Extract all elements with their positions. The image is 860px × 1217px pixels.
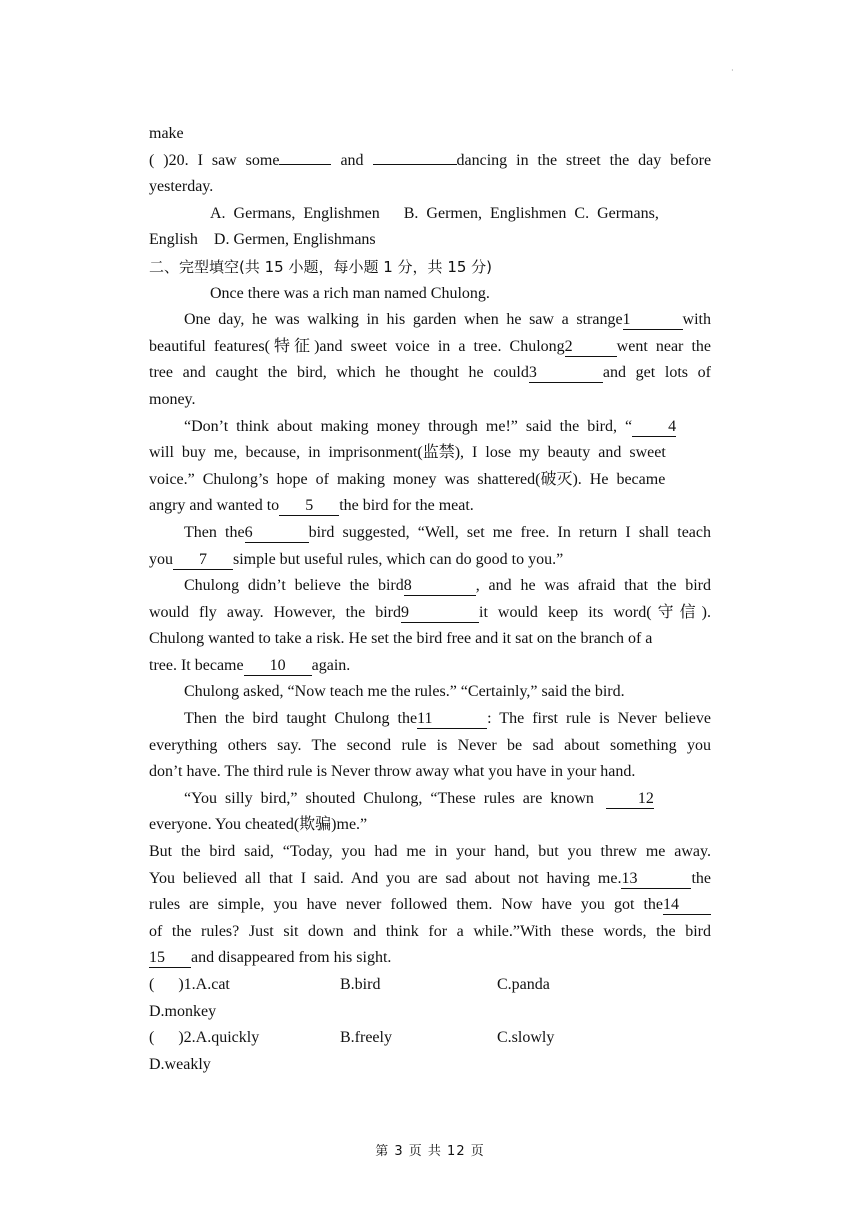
passage-text: the	[691, 869, 711, 887]
passage-line	[149, 945, 711, 972]
blank-6: 6	[245, 524, 309, 543]
text-line: make	[149, 125, 184, 142]
passage-text: it would keep its word(守信).	[479, 603, 711, 621]
blank-5: 5	[279, 497, 339, 516]
passage-text: : The first rule is Never believe	[487, 710, 711, 728]
question-20-tail: dancing in the street the day before	[456, 151, 711, 169]
question-number: ( )1.A.cat	[149, 976, 230, 993]
passage-line	[149, 520, 711, 547]
option-b: B.freely	[340, 1029, 392, 1047]
conjunction: and	[340, 151, 364, 169]
question-number: ( )2.A.quickly	[149, 1029, 260, 1047]
passage-line: money.	[149, 390, 196, 408]
passage-line: everything others say. The second rule is Never be sad about something you	[149, 736, 711, 754]
passage-line	[149, 493, 711, 520]
passage-line	[149, 334, 711, 361]
passage-line	[149, 360, 711, 387]
passage-text: and get lots of	[602, 364, 711, 382]
passage-text: beautiful features(特征)and sweet voice in a tree. Chulong	[149, 337, 565, 355]
passage-text: rules are simple, you have never followed them. Now have you got the	[149, 896, 663, 914]
passage-text: “Don’t think about making money through me!” said the bird, “	[184, 417, 633, 435]
question-20-options: A. Germans, Englishmen B. Germen, Englishmen C. Germans,	[210, 204, 659, 222]
blank-1: 1	[623, 311, 683, 330]
passage-text: simple but useful rules, which can do good to you.”	[233, 550, 564, 568]
passage-text: would fly away. However, the bird	[149, 603, 401, 621]
blank-8: 8	[404, 577, 476, 596]
option-d: D.monkey	[149, 1002, 217, 1020]
passage-line	[149, 653, 711, 680]
question-1	[149, 972, 711, 999]
document-body	[149, 121, 711, 1078]
passage-line	[149, 866, 711, 893]
passage-line: of the rules? Just sit down and think for a while.”With these words, the bird	[149, 922, 711, 940]
passage-line	[149, 706, 711, 733]
passage-line	[149, 786, 711, 813]
passage-line: voice.” Chulong’s hope of making money was shattered(破灭). He became	[149, 470, 666, 488]
blank-3: 3	[529, 364, 603, 383]
passage-text: One day, he was walking in his garden when he saw a strange	[184, 311, 623, 329]
question-20-stem: ( )20. I saw some	[149, 151, 280, 169]
passage-text: went near the	[616, 337, 711, 355]
passage-text: the bird for the meat.	[339, 497, 474, 515]
blank-14: 14	[663, 896, 711, 915]
passage-line	[149, 600, 711, 627]
section-heading: 二、完型填空(共 15 小题，每小题 1 分，共 15 分)	[149, 257, 493, 276]
blank-12: 12	[606, 790, 654, 809]
blank-7: 7	[173, 551, 233, 570]
passage-text: and disappeared from his sight.	[191, 949, 392, 967]
passage-text: again.	[311, 656, 351, 674]
page-footer: 第 3 页 共 12 页	[375, 1144, 485, 1159]
passage-line	[149, 307, 711, 334]
answer-blank	[279, 164, 331, 165]
blank-15: 15	[149, 949, 191, 968]
passage-line: everyone. You cheated(欺骗)me.”	[149, 816, 368, 834]
blank-11: 11	[417, 710, 487, 729]
page-mark: ·	[731, 66, 734, 75]
passage-text: tree and caught the bird, which he thought he could	[149, 364, 529, 382]
passage-title-line: Once there was a rich man named Chulong.	[210, 284, 490, 302]
passage-text: tree. It became	[149, 656, 244, 674]
passage-text: “You silly bird,” shouted Chulong, “These rules are known	[184, 789, 594, 807]
text-line: yesterday.	[149, 178, 214, 196]
blank-9: 9	[401, 604, 479, 623]
option-c: C.panda	[497, 976, 550, 993]
blank-2: 2	[565, 338, 617, 357]
passage-text: Chulong didn’t believe the bird	[184, 577, 404, 595]
passage-line	[149, 573, 711, 600]
blank-4: 4	[632, 418, 676, 437]
answer-blank	[373, 164, 457, 165]
passage-line	[149, 547, 711, 574]
blank-10: 10	[244, 657, 312, 676]
passage-text: You believed all that I said. And you are sad about not having me.	[149, 869, 622, 887]
passage-text: Then the	[184, 523, 245, 541]
passage-line: But the bird said, “Today, you had me in your hand, but you threw me away.	[149, 843, 711, 861]
passage-line	[149, 892, 711, 919]
passage-text: angry and wanted to	[149, 497, 280, 515]
option-b: B.bird	[340, 976, 381, 993]
question-2	[149, 1025, 711, 1052]
question-20-options-cont: English D. Germen, Englishmans	[149, 231, 376, 249]
passage-text: with	[682, 311, 711, 329]
passage-text: , and he was afraid that the bird	[475, 577, 711, 595]
question-20	[149, 148, 711, 175]
passage-line: don’t have. The third rule is Never throw away what you have in your hand.	[149, 763, 636, 781]
passage-line: will buy me, because, in imprisonment(监禁), I lose my beauty and sweet	[149, 444, 666, 462]
passage-line: Chulong asked, “Now teach me the rules.” “Certainly,” said the bird.	[184, 683, 625, 701]
option-d: D.weakly	[149, 1055, 211, 1073]
passage-line	[149, 414, 711, 441]
blank-13: 13	[621, 870, 691, 889]
passage-text: bird suggested, “Well, set me free. In return I shall teach	[308, 523, 711, 541]
passage-text: Then the bird taught Chulong the	[184, 710, 418, 728]
passage-text: you	[149, 550, 173, 568]
passage-line: Chulong wanted to take a risk. He set the bird free and it sat on the branch of a	[149, 630, 653, 648]
option-c: C.slowly	[497, 1029, 555, 1047]
